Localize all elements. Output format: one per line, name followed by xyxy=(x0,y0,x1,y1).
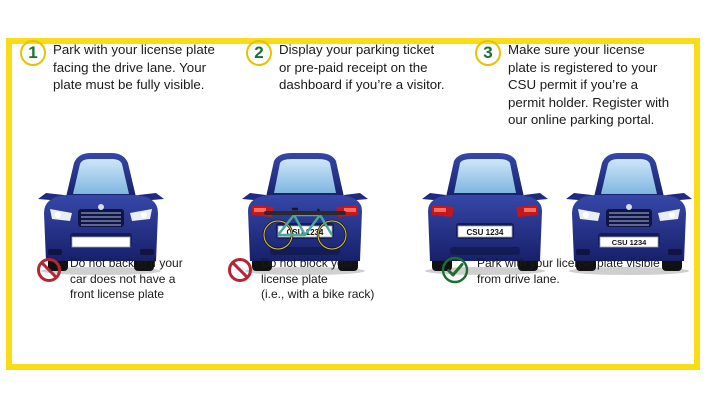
note-1-text xyxy=(70,256,183,303)
step-number-1: 1 xyxy=(20,40,46,66)
step-number-3: 3 xyxy=(475,40,501,66)
step-3-line-2: plate is registered to your xyxy=(508,59,658,75)
step-1-line-1: Park with your license plate xyxy=(53,42,215,57)
note-2-line-2: license plate xyxy=(261,271,328,286)
note-2-line-1: Do not block your xyxy=(261,256,355,270)
step-2-line-3: dashboard if you’re a visitor. xyxy=(279,77,445,92)
note-2-line-3: (i.e., with a bike rack) xyxy=(261,287,375,301)
step-2-line-2: or pre-paid receipt on the xyxy=(279,59,428,75)
step-2-text xyxy=(279,41,445,94)
rear-plate-text-blocked: CSU 1234 xyxy=(286,228,324,237)
note-no-block-plate xyxy=(227,256,374,303)
prohibited-icon xyxy=(36,257,62,283)
rear-plate-text: CSU 1234 xyxy=(466,228,504,237)
note-1-line-3: front license plate xyxy=(70,287,165,301)
checkmark-icon xyxy=(441,256,469,284)
note-3-line-2: from drive lane. xyxy=(477,271,560,286)
step-2 xyxy=(246,41,445,94)
step-3 xyxy=(475,41,669,129)
note-2-text xyxy=(261,256,374,303)
step-3-text xyxy=(508,41,669,129)
step-3-line-1: Make sure your license xyxy=(508,42,645,57)
note-3-line-1: Park with your license plate visible xyxy=(477,256,660,270)
step-number-2: 2 xyxy=(246,40,272,66)
step-1 xyxy=(20,41,215,94)
note-3-text xyxy=(477,256,660,287)
step-1-line-3: plate must be fully visible. xyxy=(53,77,205,92)
step-3-line-3: CSU permit if you’re a xyxy=(508,77,639,92)
note-plate-visible xyxy=(441,256,660,287)
note-1-line-2: car does not have a xyxy=(70,271,176,286)
step-1-line-2: facing the drive lane. Your xyxy=(53,59,207,75)
step-3-line-5: our online parking portal. xyxy=(508,112,655,127)
note-no-back-in xyxy=(36,256,183,303)
note-1-line-1: Do not back in if your xyxy=(70,256,183,270)
step-1-text xyxy=(53,41,215,94)
front-plate-text: CSU 1234 xyxy=(611,238,647,247)
step-3-line-4: permit holder. Register with xyxy=(508,94,670,110)
prohibited-icon xyxy=(227,257,253,283)
step-2-line-1: Display your parking ticket xyxy=(279,42,435,57)
